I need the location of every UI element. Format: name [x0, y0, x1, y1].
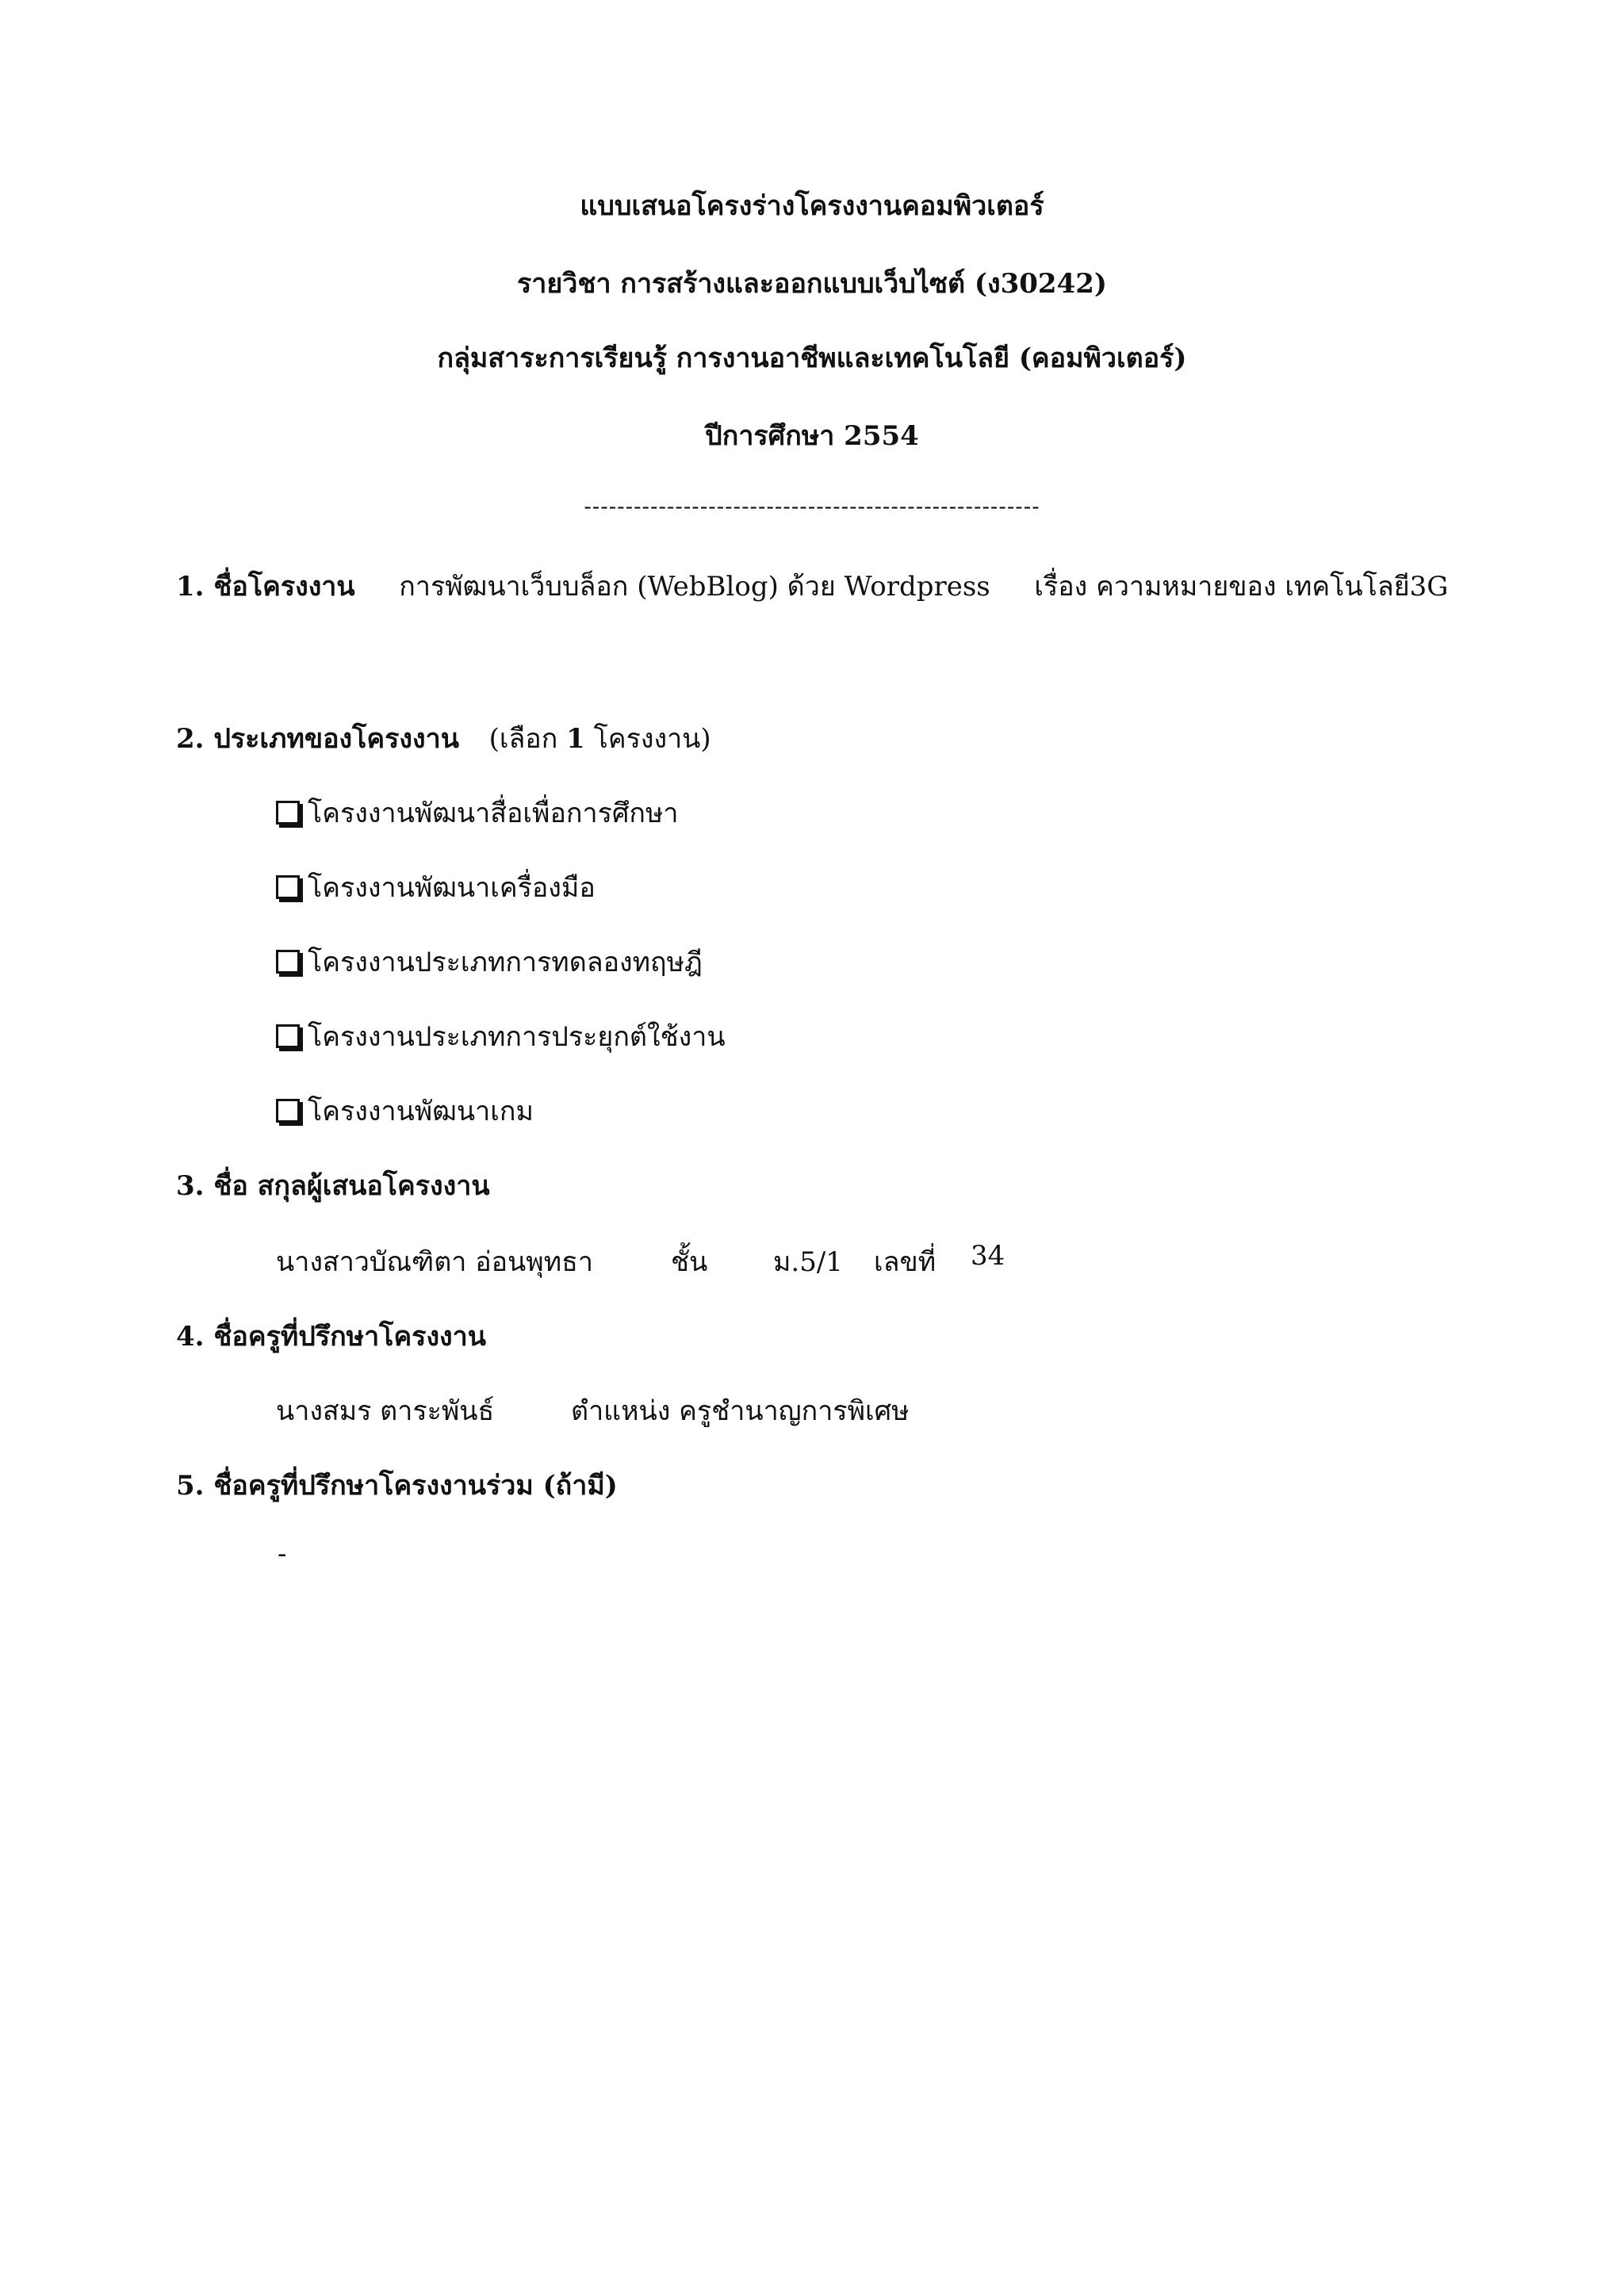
project-type-option[interactable]	[276, 1015, 726, 1058]
project-topic-value: เรื่อง ความหมายของ เทคโนโลยี3G	[1034, 571, 1449, 603]
document-title: แบบเสนอโครงร่างโครงงานคอมพิวเตอร์	[580, 190, 1044, 222]
header-divider: -------------------------------------------------------	[584, 493, 1040, 519]
section-2-row	[176, 717, 711, 760]
checkbox-icon[interactable]	[276, 1024, 300, 1048]
section-5-label: 5. ชื่อครูที่ปรึกษาโครงงานร่วม (ถ้ามี)	[176, 1470, 618, 1502]
academic-year-line: ปีการศึกษา 2554	[705, 420, 919, 452]
section-2-note-suffix: โครงงาน)	[593, 723, 711, 755]
student-number-value: 34	[971, 1240, 1005, 1272]
project-type-option[interactable]	[276, 940, 703, 983]
student-number-label: เลขที่	[874, 1246, 936, 1278]
advisor-position: ตำแหน่ง ครูชำนาญการพิเศษ	[571, 1395, 910, 1427]
checkbox-icon[interactable]	[276, 1099, 300, 1123]
project-type-option[interactable]	[276, 866, 596, 909]
advisor-name: นางสมร ตาระพันธ์	[276, 1395, 495, 1427]
option-label: โครงงานพัฒนาเครื่องมือ	[308, 872, 596, 904]
class-value: ม.5/1	[773, 1246, 843, 1278]
option-label: โครงงานพัฒนาเกม	[308, 1096, 534, 1127]
option-label: โครงงานประเภทการทดลองทฤษฎี	[308, 947, 703, 978]
section-2-note-prefix: (เลือก	[488, 723, 558, 755]
project-type-option[interactable]	[276, 791, 679, 834]
class-label: ชั้น	[671, 1246, 708, 1278]
co-advisor-value: -	[278, 1538, 287, 1570]
section-2-note-number: 1	[566, 723, 585, 755]
project-name-value: การพัฒนาเว็บบล็อก (WebBlog) ด้วย Wordpress	[399, 571, 990, 603]
option-label: โครงงานพัฒนาสื่อเพื่อการศึกษา	[308, 798, 679, 829]
checkbox-icon[interactable]	[276, 875, 300, 899]
subject-line: รายวิชา การสร้างและออกแบบเว็บไซต์ (ง30242)	[517, 268, 1107, 300]
section-1-label: 1. ชื่อโครงงาน	[176, 571, 355, 603]
student-name: นางสาวบัณฑิตา อ่อนพุทธา	[276, 1246, 593, 1278]
section-2-label: 2. ประเภทของโครงงาน	[176, 723, 459, 755]
checkbox-icon[interactable]	[276, 950, 300, 974]
section-3-label: 3. ชื่อ สกุลผู้เสนอโครงงาน	[176, 1170, 490, 1202]
option-label: โครงงานประเภทการประยุกต์ใช้งาน	[308, 1021, 726, 1053]
checkbox-icon[interactable]	[276, 801, 300, 825]
learning-area-line: กลุ่มสาระการเรียนรู้ การงานอาชีพและเทคโนโลยี (คอมพิวเตอร์)	[437, 342, 1187, 374]
project-type-option[interactable]	[276, 1089, 534, 1132]
section-1-row	[176, 564, 1448, 607]
section-4-label: 4. ชื่อครูที่ปรึกษาโครงงาน	[176, 1321, 486, 1353]
